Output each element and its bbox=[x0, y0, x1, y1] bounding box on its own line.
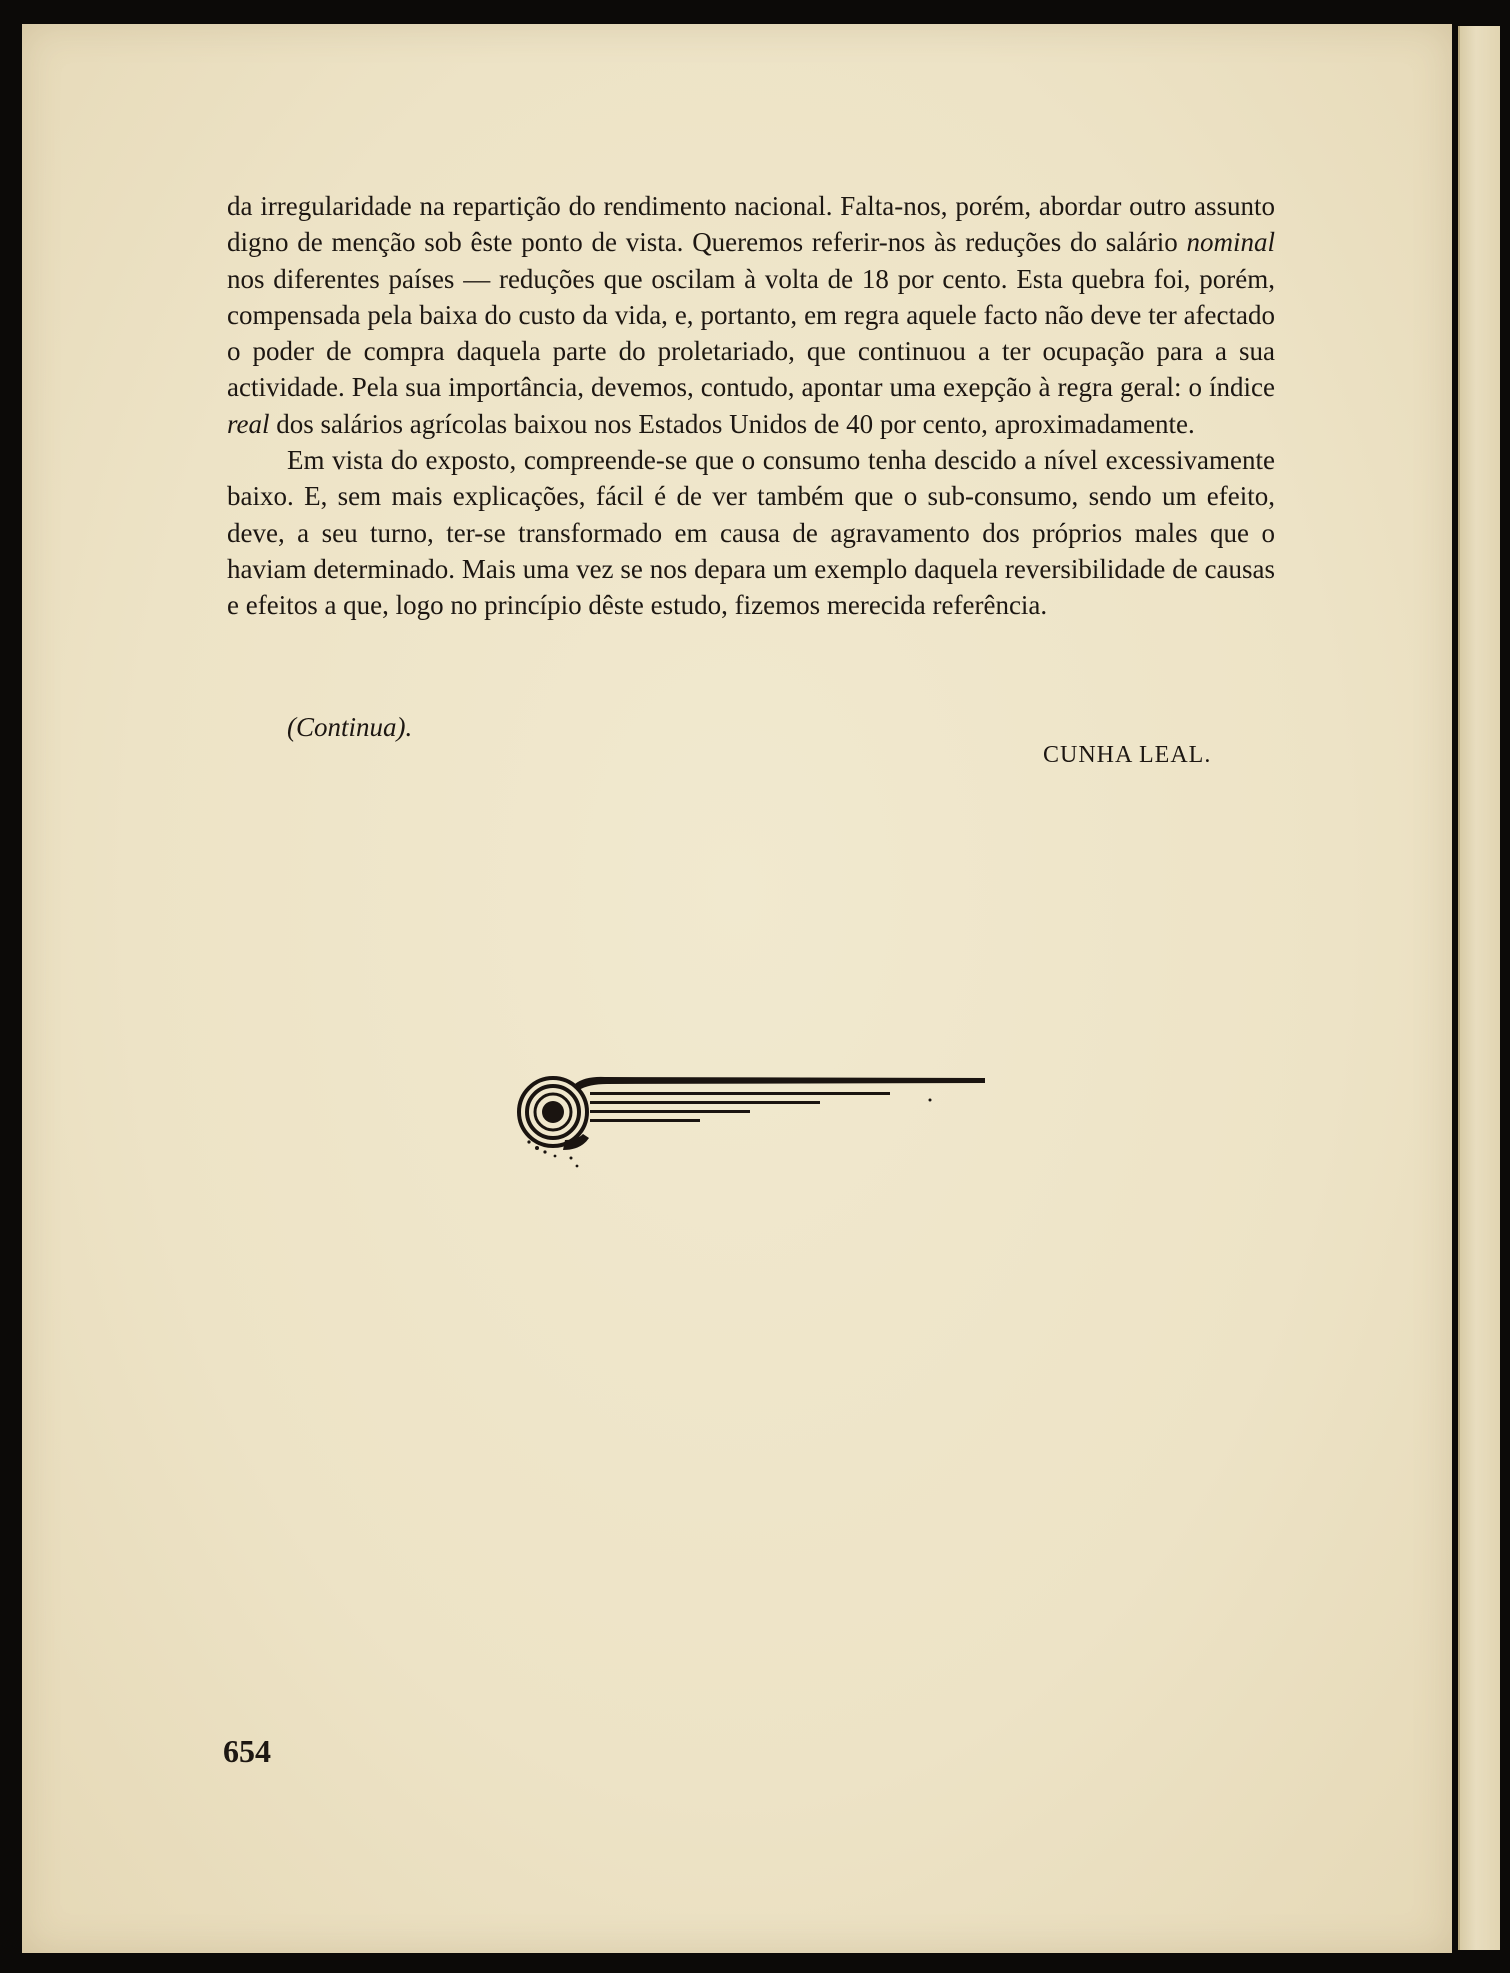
text-run: da irregularidade na repartição do rendimento nacional. Falta-nos, porém, abordar outro assunto digno de menção sob êste ponto de vista. Queremos referir-nos às reduções do salário bbox=[227, 191, 1275, 258]
facing-page-edge bbox=[1458, 26, 1500, 1950]
author-signature: CUNHA LEAL. bbox=[1043, 742, 1212, 768]
page-number: 654 bbox=[223, 1733, 271, 1769]
text-run: dos salários agrícolas baixou nos Estados Unidos de 40 por cento, aproximadamente. bbox=[269, 408, 1195, 439]
continued-note: (Continua). bbox=[287, 712, 413, 742]
text-run: nos diferentes países — reduções que oscilam à volta de 18 por cento. Esta quebra foi, porém, compensada pela baixa do custo da vida, e, portanto, em regra aquele facto não deve ter afectado o poder de compra daquela parte do proletariado, que continuou a ter ocupação para a sua actividade. Pela sua importância, devemos, contudo, apontar uma exepção à regra geral: o índice bbox=[227, 263, 1275, 403]
article-body bbox=[227, 188, 1275, 624]
paragraph-2 bbox=[227, 442, 1275, 623]
paragraph-1 bbox=[227, 188, 1275, 442]
italic-term-real: real bbox=[227, 408, 270, 439]
decorative-tailpiece-icon bbox=[515, 1070, 985, 1180]
text-run: Em vista do exposto, compreende-se que o consumo tenha descido a nível excessivamente baixo. E, sem mais explicações, fácil é de ver também que o sub-consumo, sendo um efeito, deve, a seu turno, ter-se transformado em causa de agravamento dos próprios males que o haviam determinado. Mais uma vez se nos depara um exemplo daquela reversibilidade de causas e efeitos a que, logo no princípio dêste estudo, fizemos merecida referência. bbox=[227, 445, 1275, 621]
italic-term-nominal: nominal bbox=[1186, 227, 1275, 258]
